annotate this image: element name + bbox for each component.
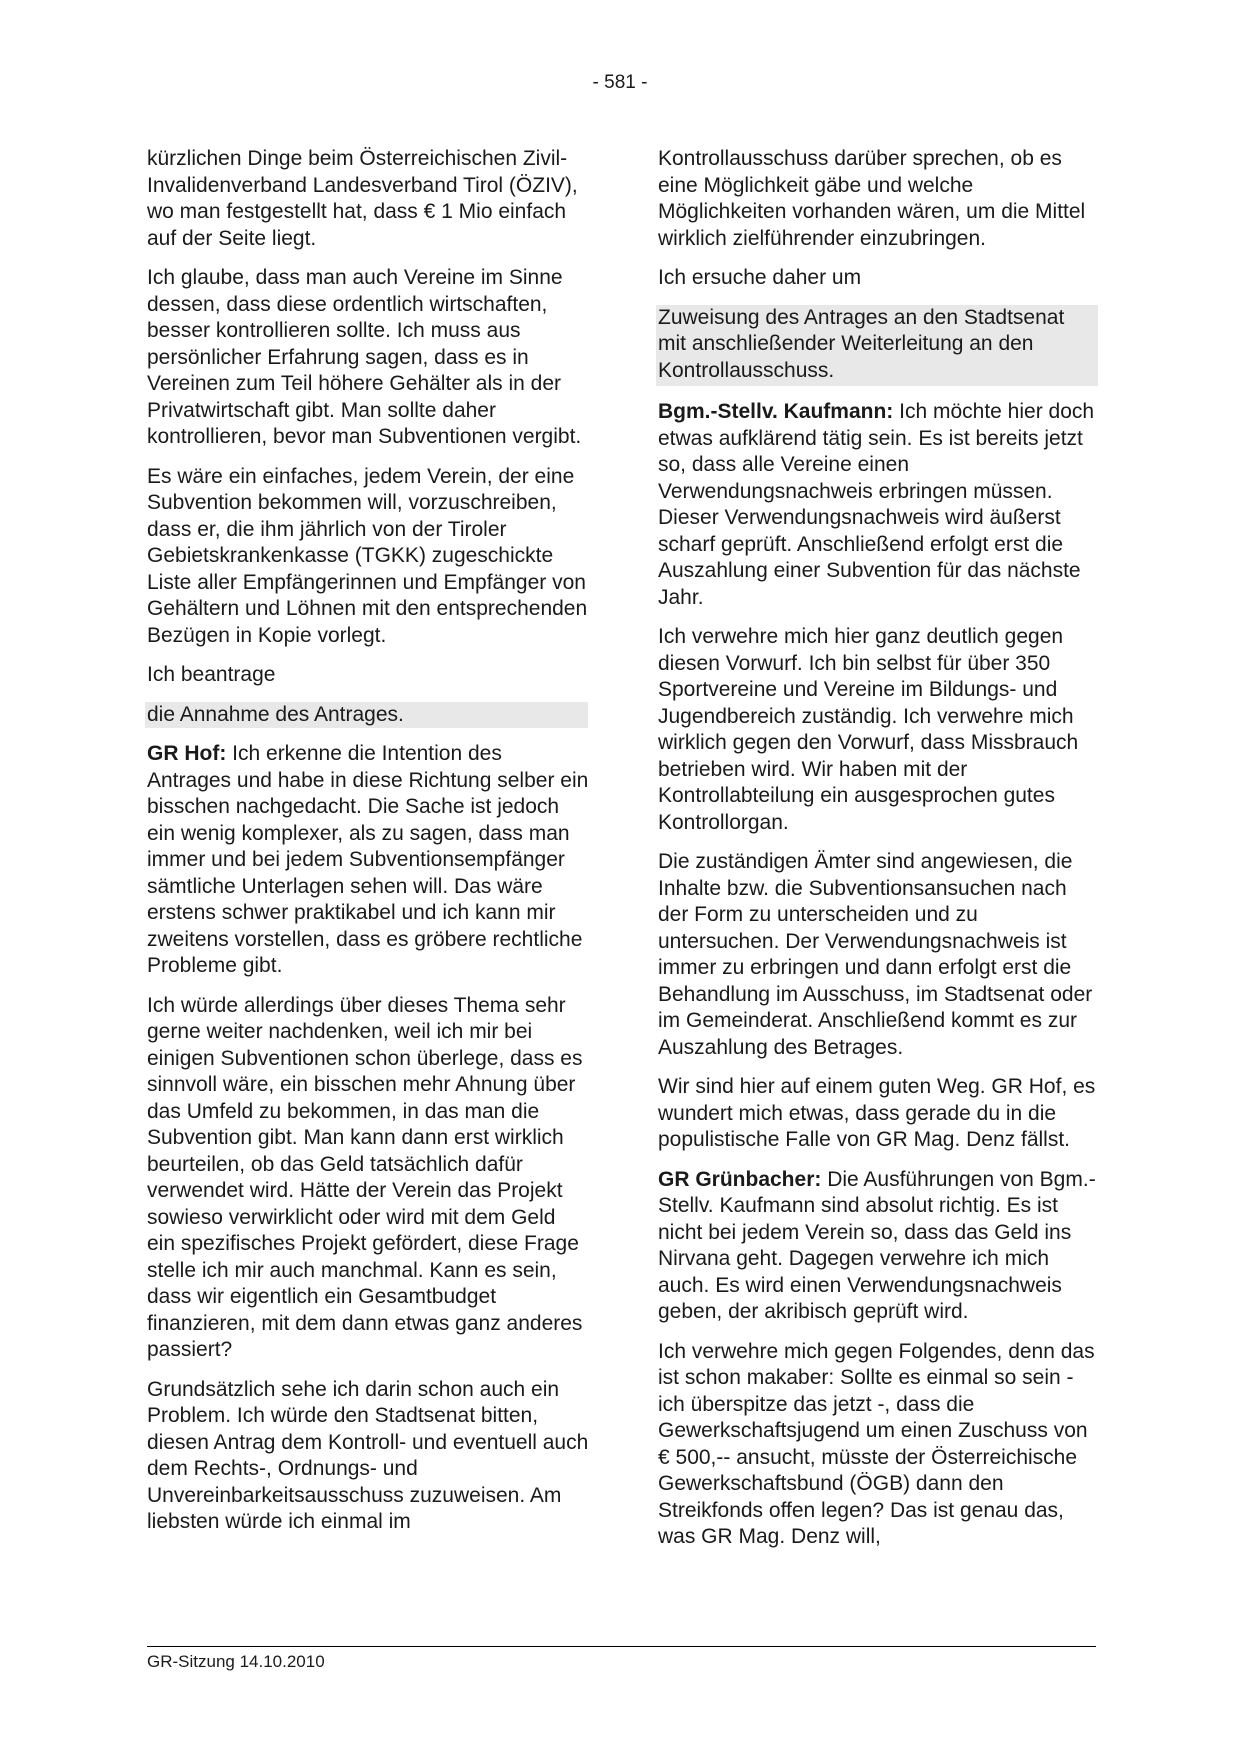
footer-divider <box>147 1646 1096 1647</box>
speech-paragraph <box>658 1167 1100 1326</box>
speech-text: Ich erkenne die Intention des Antrages und habe in diese Richtung selber ein bisschen nachgedacht. Die Sache ist jedoch ein wenig komplexer, als zu sagen, dass man immer und bei jedem Subventionsempfänger sämtliche Unterlagen sehen will. Das wäre erstens schwer praktikabel und ich kann mir zweitens vorstellen, dass es gröbere rechtliche Probleme gibt. <box>147 742 589 977</box>
speaker-name: Bgm.-Stellv. Kaufmann: <box>658 400 894 423</box>
speech-paragraph <box>147 741 589 980</box>
speech-paragraph <box>658 399 1100 611</box>
motion-highlight: die Annahme des Antrages. <box>145 702 588 729</box>
paragraph: Ich würde allerdings über dieses Thema sehr gerne weiter nachdenken, weil ich mir bei einigen Subventionen schon überlege, dass es sinnvoll wäre, ein bisschen mehr Ahnung über das Umfeld zu bekommen, in das man die Subvention gibt. Man kann dann erst wirklich beurteilen, ob das Geld tatsächlich dafür verwendet wird. Hätte der Verein das Projekt sowieso verwirklicht oder wird mit dem Geld ein spezifisches Projekt gefördert, diese Frage stelle ich mir auch manchmal. Kann es sein, dass wir eigentlich ein Gesamtbudget finanzieren, mit dem dann etwas ganz anderes passiert? <box>147 993 583 1361</box>
page-number: - 581 - <box>592 72 648 93</box>
left-column <box>147 146 589 1549</box>
speech-text: Ich möchte hier doch etwas aufklärend tätig sein. Es ist bereits jetzt so, dass alle Vereine einen Verwendungsnachweis erbringen müssen. Dieser Verwendungsnachweis wird äußerst scharf geprüft. Anschließend erfolgt erst die Auszahlung einer Subvention für das nächste Jahr. <box>658 400 1095 609</box>
motion-highlight: Zuweisung des Antrages an den Stadtsenat mit anschließender Weiterleitung an den Kontrollausschuss. <box>656 305 1098 387</box>
speaker-name: GR Grünbacher: <box>658 1167 822 1191</box>
paragraph: Kontrollausschuss darüber sprechen, ob es eine Möglichkeit gäbe und welche Möglichkeiten vorhanden wären, um die Mittel wirklich zielführender einzubringen. <box>658 147 1086 250</box>
speech-text: Die Ausführungen von Bgm.-Stellv. Kaufmann sind absolut richtig. Es ist nicht bei jedem Verein so, dass das Geld ins Nirvana geht. Dagegen verwehre ich mich auch. Es wird einen Verwendungsnachweis geben, der akribisch geprüft wird. <box>658 1167 1096 1323</box>
paragraph: Ich glaube, dass man auch Vereine im Sinne dessen, dass diese ordentlich wirtschaften, besser kontrollieren sollte. Ich muss aus persönlicher Erfahrung sagen, dass es in Vereinen zum Teil höhere Gehälter als in der Privatwirtschaft gibt. Man sollte daher kontrollieren, bevor man Subventionen vergibt. <box>147 266 582 448</box>
paragraph: Grundsätzlich sehe ich darin schon auch ein Problem. Ich würde den Stadtsenat bitten, diesen Antrag dem Kontroll- und eventuell auch dem Rechts-, Ordnungs- und Unvereinbarkeitsausschuss zuzuweisen. Am liebsten würde ich einmal im <box>147 1377 589 1533</box>
paragraph: Ich verwehre mich gegen Folgendes, denn das ist schon makaber: Sollte es einmal so sein - ich überspitze das jetzt -, dass die Gewerkschaftsjugend um einen Zuschuss von € 500,-- ansucht, müsste der Österreichische Gewerkschaftsbund (ÖGB) dann den Streikfonds offen legen? Das ist genau das, was GR Mag. Denz will, <box>658 1339 1095 1548</box>
paragraph: Es wäre ein einfaches, jedem Verein, der eine Subvention bekommen will, vorzuschreiben, dass er, die ihm jährlich von der Tiroler Gebietskrankenkasse (TGKK) zugeschickte Liste aller Empfängerinnen und Empfänger von Gehältern und Löhnen mit den entsprechenden Bezügen in Kopie vorlegt. <box>147 464 588 647</box>
paragraph: Ich ersuche daher um <box>658 266 862 289</box>
paragraph: Ich beantrage <box>147 663 276 686</box>
paragraph: Ich verwehre mich hier ganz deutlich gegen diesen Vorwurf. Ich bin selbst für über 350 Sportvereine und Vereine im Bildungs- und Jugendbereich zuständig. Ich verwehre mich wirklich gegen den Vorwurf, dass Missbrauch betrieben wird. Wir haben mit der Kontrollabteilung ein ausgesprochen gutes Kontrollorgan. <box>658 625 1079 834</box>
paragraph: kürzlichen Dinge beim Österreichischen Zivil- Invalidenverband Landesverband Tirol (ÖZIV), wo man festgestellt hat, dass € 1 Mio einfach auf der Seite liegt. <box>147 147 578 250</box>
right-column <box>658 146 1100 1564</box>
paragraph: Die zuständigen Ämter sind angewiesen, die Inhalte bzw. die Subventionsansuchen nach der Form zu unterscheiden und zu untersuchen. Der Verwendungsnachweis ist immer zu erbringen und dann erfolgt erst die Behandlung im Ausschuss, im Stadtsenat oder im Gemeinderat. Anschließend kommt es zur Auszahlung des Betrages. <box>658 850 1093 1059</box>
footer-session-date: GR-Sitzung 14.10.2010 <box>147 1652 325 1671</box>
speaker-name: GR Hof: <box>147 742 227 765</box>
paragraph: Wir sind hier auf einem guten Weg. GR Hof, es wundert mich etwas, dass gerade du in die populistische Falle von GR Mag. Denz fällst. <box>658 1075 1096 1151</box>
